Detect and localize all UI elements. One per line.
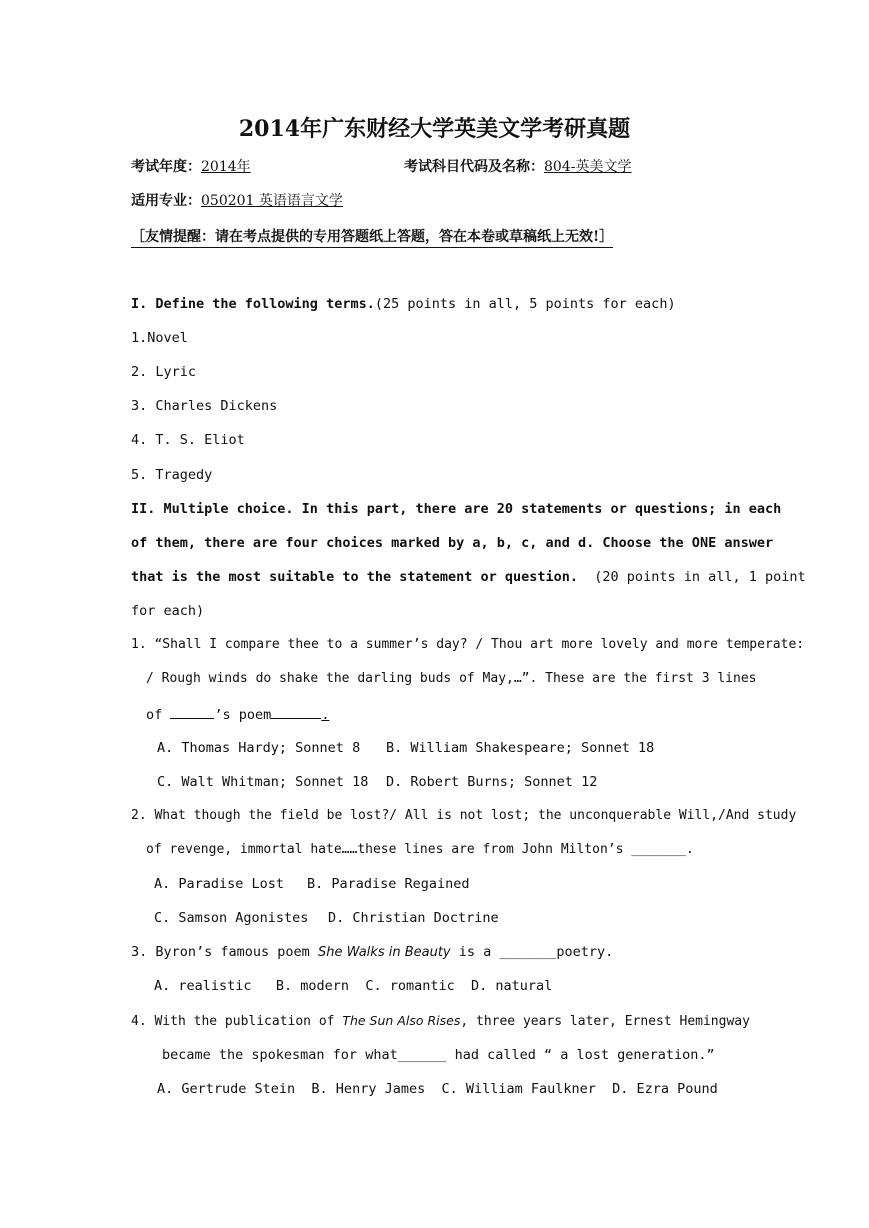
- page-title: 2014年广东财经大学英美文学考研真题: [238, 116, 631, 142]
- q1-line3: [146, 704, 329, 725]
- q1-of: of: [146, 707, 163, 723]
- q1-poem: ’s poem: [214, 707, 272, 723]
- part1-heading: I. Define the following terms.: [131, 296, 375, 312]
- q2-option-c: C. Samson Agonistes: [154, 910, 309, 926]
- answer-blank: [271, 704, 321, 719]
- q3-text-a: 3. Byron’s famous poem: [131, 944, 310, 960]
- q1-option-c: C. Walt Whitman; Sonnet 18: [157, 774, 369, 790]
- part1-points: (25 points in all, 5 points for each): [374, 296, 676, 312]
- q2-option-a: A. Paradise Lost: [154, 876, 285, 892]
- major-row: [131, 191, 343, 211]
- part2-points: (20 points in all, 1 point: [594, 569, 806, 585]
- q1-line2: / Rough winds do shake the darling buds of May,…”. These are the first 3 lines: [146, 671, 757, 686]
- part2-heading-line3a: that is the most suitable to the statement or question.: [131, 569, 579, 585]
- q4-options: A. Gertrude Stein B. Henry James C. William Faulkner D. Ezra Pound: [157, 1081, 718, 1097]
- q4-text-a: 4. With the publication of: [131, 1014, 335, 1029]
- notice-text: ［友情提醒：请在考点提供的专用答题纸上答题，答在本卷或草稿纸上无效!］: [131, 226, 613, 248]
- subject-label: 考试科目代码及名称：: [404, 159, 544, 175]
- q3-line1: [131, 942, 613, 963]
- subject-value: 804-英美文学: [544, 159, 632, 175]
- year-label: 考试年度：: [131, 159, 201, 175]
- part2-heading-line2: of them, there are four choices marked by a, b, c, and d. Choose the ONE answer: [131, 535, 774, 551]
- q4-book-title: The Sun Also Rises: [342, 1013, 461, 1028]
- q4-line2: became the spokesman for what______ had called “ a lost generation.”: [162, 1047, 715, 1063]
- q1-option-d: D. Robert Burns; Sonnet 12: [386, 774, 598, 790]
- subject-row: [404, 157, 631, 177]
- major-value: 050201 英语语言文学: [201, 193, 343, 209]
- term-item: 4. T. S. Eliot: [131, 432, 245, 448]
- q3-poem-title: She Walks in Beauty: [317, 945, 451, 960]
- year-value: 2014年: [201, 159, 251, 175]
- part1-heading-row: [131, 294, 676, 314]
- q2-option-b: B. Paradise Regained: [307, 876, 470, 892]
- q1-period: .: [321, 707, 330, 723]
- term-item: 1.Novel: [131, 330, 188, 346]
- q4-line1: [131, 1011, 750, 1032]
- q2-option-d: D. Christian Doctrine: [328, 910, 499, 926]
- q1-option-b: B. William Shakespeare; Sonnet 18: [386, 740, 655, 756]
- q2-line1: 2. What though the field be lost?/ All is not lost; the unconquerable Will,/And study: [131, 808, 797, 823]
- exam-year-row: [131, 157, 251, 177]
- part2-heading-line1: II. Multiple choice. In this part, there are 20 statements or questions; in each: [131, 501, 782, 517]
- q4-text-c: , three years later, Ernest Hemingway: [460, 1014, 750, 1029]
- term-item: 3. Charles Dickens: [131, 398, 278, 414]
- answer-blank: [170, 704, 214, 719]
- part2-heading-line3: [131, 567, 806, 587]
- q1-line1: 1. “Shall I compare thee to a summer’s day? / Thou art more lovely and more temperate:: [131, 637, 805, 652]
- q2-line2: of revenge, immortal hate……these lines are from John Milton’s _______.: [146, 842, 694, 857]
- term-item: 5. Tragedy: [131, 467, 213, 483]
- term-item: 2. Lyric: [131, 364, 197, 380]
- q3-options: A. realistic B. modern C. romantic D. natural: [154, 978, 553, 994]
- part2-heading-line4: for each): [131, 603, 205, 619]
- q3-text-c: is a _______poetry.: [458, 944, 614, 960]
- major-label: 适用专业：: [131, 193, 201, 209]
- q1-option-a: A. Thomas Hardy; Sonnet 8: [157, 740, 361, 756]
